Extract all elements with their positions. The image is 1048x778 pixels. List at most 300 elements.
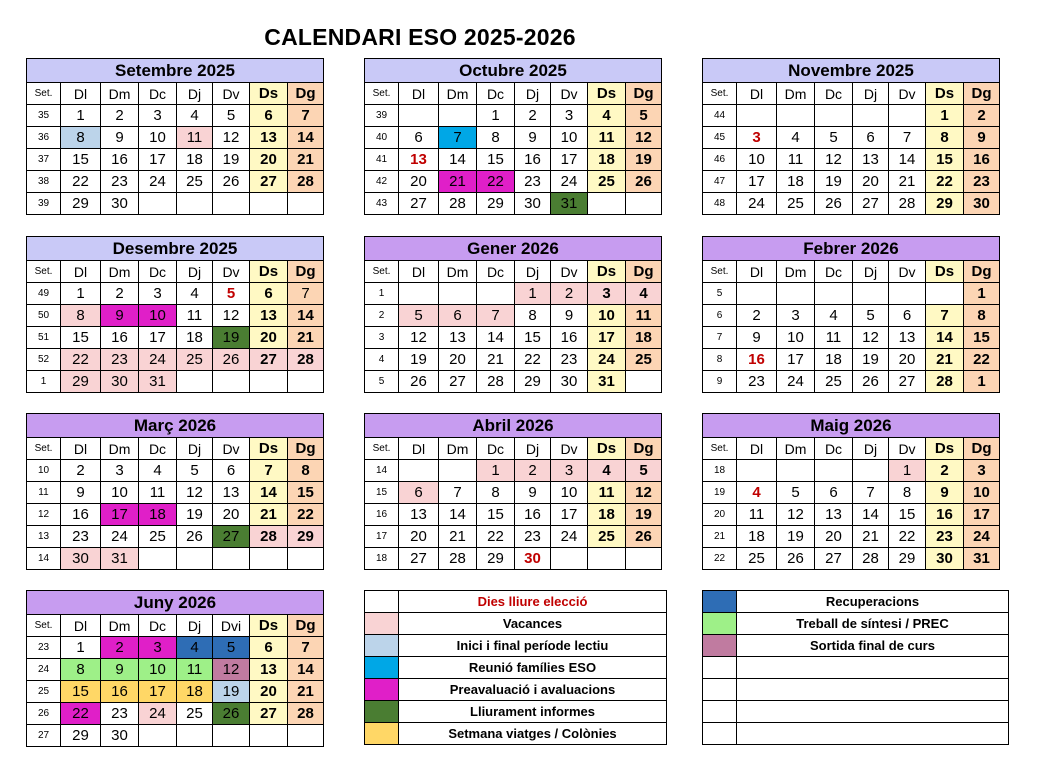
- day-cell: 10: [139, 659, 177, 681]
- day-cell: 16: [101, 327, 139, 349]
- week-number: 45: [703, 127, 737, 149]
- day-cell: 16: [737, 349, 777, 371]
- week-row: [27, 703, 324, 725]
- day-cell: 27: [439, 371, 477, 393]
- weekday-header: Dm: [777, 438, 815, 460]
- week-row: [365, 327, 662, 349]
- weekday-header: Dv: [213, 261, 250, 283]
- day-cell: 24: [737, 193, 777, 215]
- weekday-header: Dj: [515, 438, 551, 460]
- day-cell: 4: [139, 460, 177, 482]
- week-row: [27, 681, 324, 703]
- legend-swatch: [365, 679, 399, 701]
- day-cell: 23: [515, 526, 551, 548]
- day-cell: 18: [588, 149, 626, 171]
- day-cell: 21: [288, 149, 324, 171]
- weekday-header: Dm: [439, 83, 477, 105]
- day-cell: 24: [588, 349, 626, 371]
- day-cell: 14: [439, 504, 477, 526]
- weekday-header: Dg: [288, 83, 324, 105]
- day-cell: 19: [626, 149, 662, 171]
- week-row: [365, 149, 662, 171]
- day-cell: 13: [889, 327, 926, 349]
- day-cell: 19: [777, 526, 815, 548]
- day-cell: 29: [926, 193, 964, 215]
- week-row: [703, 171, 1000, 193]
- day-cell: 8: [477, 127, 515, 149]
- weekday-header: Dg: [964, 438, 1000, 460]
- weekday-header: Set.: [27, 438, 61, 460]
- day-cell: 3: [777, 305, 815, 327]
- day-cell: 3: [737, 127, 777, 149]
- weekday-header: Dl: [61, 615, 101, 637]
- day-cell: 14: [853, 504, 889, 526]
- week-number: 37: [27, 149, 61, 171]
- legend-row: [365, 701, 667, 723]
- week-number: 15: [365, 482, 399, 504]
- week-row: [703, 127, 1000, 149]
- weekday-header: Dj: [177, 83, 213, 105]
- day-cell: 27: [250, 349, 288, 371]
- day-cell: [139, 548, 177, 570]
- day-cell: 11: [588, 127, 626, 149]
- week-row: [703, 327, 1000, 349]
- weekday-header: Ds: [588, 83, 626, 105]
- legend-label: [737, 723, 1009, 745]
- weekday-header: Dc: [139, 261, 177, 283]
- legend-swatch: [365, 701, 399, 723]
- month-title: Juny 2026: [27, 591, 324, 615]
- weekday-header: Dg: [626, 83, 662, 105]
- week-number: 40: [365, 127, 399, 149]
- day-cell: 12: [626, 482, 662, 504]
- day-cell: 4: [737, 482, 777, 504]
- weekday-header: Dg: [288, 261, 324, 283]
- day-cell: [626, 193, 662, 215]
- week-row: [703, 526, 1000, 548]
- week-row: [27, 127, 324, 149]
- legend-row: [365, 723, 667, 745]
- day-cell: [139, 193, 177, 215]
- day-cell: [626, 371, 662, 393]
- day-cell: 30: [101, 725, 139, 747]
- day-cell: [815, 283, 853, 305]
- day-cell: [815, 105, 853, 127]
- day-cell: 12: [177, 482, 213, 504]
- week-number: 6: [703, 305, 737, 327]
- month-title: Novembre 2025: [703, 59, 1000, 83]
- month-table: [26, 236, 324, 393]
- weekday-header: Set.: [365, 83, 399, 105]
- day-cell: 25: [626, 349, 662, 371]
- day-cell: [399, 283, 439, 305]
- day-cell: 25: [588, 171, 626, 193]
- week-row: [365, 349, 662, 371]
- month-title: Setembre 2025: [27, 59, 324, 83]
- week-number: 5: [703, 283, 737, 305]
- day-cell: [551, 548, 588, 570]
- day-cell: 5: [213, 105, 250, 127]
- weekday-header: Dj: [853, 261, 889, 283]
- week-row: [27, 504, 324, 526]
- week-number: 10: [27, 460, 61, 482]
- day-cell: 6: [213, 460, 250, 482]
- day-cell: 11: [177, 305, 213, 327]
- legend-row: [365, 657, 667, 679]
- week-row: [27, 482, 324, 504]
- day-cell: 13: [250, 659, 288, 681]
- legend-swatch: [365, 723, 399, 745]
- legend-row: [703, 635, 1009, 657]
- week-number: 2: [365, 305, 399, 327]
- day-cell: 3: [139, 105, 177, 127]
- day-cell: 21: [250, 504, 288, 526]
- day-cell: 15: [61, 681, 101, 703]
- week-number: 48: [703, 193, 737, 215]
- day-cell: 10: [139, 305, 177, 327]
- day-cell: 16: [926, 504, 964, 526]
- weekday-header: Ds: [926, 438, 964, 460]
- legend-row: [365, 591, 667, 613]
- week-number: 50: [27, 305, 61, 327]
- day-cell: 9: [515, 482, 551, 504]
- weekday-header: Dl: [399, 261, 439, 283]
- day-cell: 12: [213, 659, 250, 681]
- day-cell: 28: [853, 548, 889, 570]
- weekday-header: Dc: [477, 261, 515, 283]
- weekday-header: Dj: [515, 261, 551, 283]
- weekday-header: Dm: [101, 615, 139, 637]
- weekday-header: Dv: [889, 83, 926, 105]
- week-row: [365, 127, 662, 149]
- week-number: 26: [27, 703, 61, 725]
- week-number: 49: [27, 283, 61, 305]
- day-cell: 25: [777, 193, 815, 215]
- weekday-header: Dm: [777, 83, 815, 105]
- weekday-header: Dc: [815, 83, 853, 105]
- day-cell: 31: [588, 371, 626, 393]
- day-cell: 26: [213, 349, 250, 371]
- week-row: [27, 659, 324, 681]
- day-cell: 23: [551, 349, 588, 371]
- week-row: [365, 504, 662, 526]
- day-cell: 8: [477, 482, 515, 504]
- day-cell: 23: [964, 171, 1000, 193]
- day-cell: 22: [515, 349, 551, 371]
- legend-label: Preavaluació i avaluacions: [399, 679, 667, 701]
- day-cell: 27: [213, 526, 250, 548]
- day-cell: 3: [588, 283, 626, 305]
- day-cell: 3: [551, 460, 588, 482]
- day-cell: 26: [777, 548, 815, 570]
- day-cell: 15: [477, 504, 515, 526]
- day-cell: 11: [588, 482, 626, 504]
- legend-label: Lliurament informes: [399, 701, 667, 723]
- day-cell: [889, 105, 926, 127]
- day-cell: 16: [101, 681, 139, 703]
- day-cell: 14: [288, 127, 324, 149]
- weekday-header: Dj: [853, 83, 889, 105]
- day-cell: 14: [477, 327, 515, 349]
- day-cell: 28: [250, 526, 288, 548]
- month-table: [702, 413, 1000, 570]
- weekday-header: Dl: [61, 83, 101, 105]
- day-cell: 26: [626, 526, 662, 548]
- day-cell: 22: [889, 526, 926, 548]
- day-cell: [737, 460, 777, 482]
- day-cell: 5: [853, 305, 889, 327]
- month-table: [26, 590, 324, 747]
- week-number: 18: [365, 548, 399, 570]
- day-cell: 17: [139, 681, 177, 703]
- day-cell: 3: [139, 283, 177, 305]
- week-number: 21: [703, 526, 737, 548]
- week-number: 23: [27, 637, 61, 659]
- day-cell: 7: [250, 460, 288, 482]
- week-row: [365, 193, 662, 215]
- day-cell: 8: [61, 659, 101, 681]
- day-cell: 15: [964, 327, 1000, 349]
- legend-label: Dies lliure elecció: [399, 591, 667, 613]
- day-cell: 19: [213, 681, 250, 703]
- month-title: Gener 2026: [365, 237, 662, 261]
- weekday-header: Dc: [815, 438, 853, 460]
- day-cell: [853, 105, 889, 127]
- day-cell: 19: [213, 149, 250, 171]
- day-cell: 30: [964, 193, 1000, 215]
- day-cell: [777, 460, 815, 482]
- day-cell: 6: [250, 283, 288, 305]
- day-cell: 23: [101, 349, 139, 371]
- week-number: 43: [365, 193, 399, 215]
- day-cell: 23: [101, 171, 139, 193]
- week-row: [703, 149, 1000, 171]
- day-cell: 16: [551, 327, 588, 349]
- day-cell: 15: [61, 149, 101, 171]
- day-cell: 14: [288, 659, 324, 681]
- week-row: [703, 193, 1000, 215]
- day-cell: 13: [439, 327, 477, 349]
- day-cell: 5: [626, 105, 662, 127]
- legend-table: [702, 590, 1009, 745]
- legend-swatch: [703, 723, 737, 745]
- week-row: [365, 171, 662, 193]
- day-cell: 12: [213, 127, 250, 149]
- week-row: [365, 526, 662, 548]
- legend-row: [703, 613, 1009, 635]
- weekday-header: Dl: [399, 83, 439, 105]
- day-cell: 22: [477, 526, 515, 548]
- day-cell: 11: [139, 482, 177, 504]
- day-cell: 13: [250, 305, 288, 327]
- day-cell: 6: [250, 105, 288, 127]
- day-cell: 6: [439, 305, 477, 327]
- day-cell: [399, 105, 439, 127]
- day-cell: 28: [288, 349, 324, 371]
- day-cell: 9: [737, 327, 777, 349]
- weekday-header: Ds: [588, 438, 626, 460]
- weekday-header: Dv: [551, 261, 588, 283]
- day-cell: 17: [588, 327, 626, 349]
- week-number: 44: [703, 105, 737, 127]
- day-cell: 23: [926, 526, 964, 548]
- day-cell: 15: [515, 327, 551, 349]
- legend-row: [703, 723, 1009, 745]
- week-row: [703, 349, 1000, 371]
- day-cell: [250, 371, 288, 393]
- week-number: 14: [27, 548, 61, 570]
- day-cell: 5: [777, 482, 815, 504]
- day-cell: 21: [926, 349, 964, 371]
- day-cell: 14: [926, 327, 964, 349]
- day-cell: 26: [213, 703, 250, 725]
- day-cell: 18: [177, 681, 213, 703]
- week-row: [703, 283, 1000, 305]
- day-cell: 20: [399, 171, 439, 193]
- weekday-header: Dl: [61, 261, 101, 283]
- weekday-header: Set.: [703, 83, 737, 105]
- day-cell: 7: [288, 105, 324, 127]
- week-number: 51: [27, 327, 61, 349]
- month-table: [26, 58, 324, 215]
- day-cell: 28: [926, 371, 964, 393]
- day-cell: 29: [889, 548, 926, 570]
- day-cell: 3: [101, 460, 139, 482]
- day-cell: 25: [177, 703, 213, 725]
- weekday-header: Dc: [815, 261, 853, 283]
- day-cell: 10: [588, 305, 626, 327]
- day-cell: 14: [439, 149, 477, 171]
- day-cell: 12: [815, 149, 853, 171]
- week-row: [703, 482, 1000, 504]
- day-cell: 2: [515, 105, 551, 127]
- day-cell: 18: [815, 349, 853, 371]
- day-cell: 17: [777, 349, 815, 371]
- weekday-header: Dv: [551, 438, 588, 460]
- week-row: [703, 371, 1000, 393]
- day-cell: 24: [551, 526, 588, 548]
- day-cell: 18: [737, 526, 777, 548]
- week-number: 5: [365, 371, 399, 393]
- day-cell: 24: [139, 349, 177, 371]
- month-title: Abril 2026: [365, 414, 662, 438]
- legend-swatch: [703, 679, 737, 701]
- weekday-header: Ds: [250, 83, 288, 105]
- day-cell: 20: [853, 171, 889, 193]
- legend-row: [365, 679, 667, 701]
- weekday-header: Dvi: [213, 615, 250, 637]
- legend-label: Setmana viatges / Colònies: [399, 723, 667, 745]
- week-row: [27, 105, 324, 127]
- day-cell: 28: [288, 703, 324, 725]
- day-cell: 5: [626, 460, 662, 482]
- week-number: 17: [365, 526, 399, 548]
- weekday-header: Set.: [365, 261, 399, 283]
- day-cell: 22: [926, 171, 964, 193]
- day-cell: [288, 193, 324, 215]
- weekday-header: Set.: [27, 261, 61, 283]
- day-cell: 1: [964, 283, 1000, 305]
- day-cell: 20: [250, 327, 288, 349]
- legend-label: [737, 701, 1009, 723]
- week-row: [27, 548, 324, 570]
- day-cell: 22: [61, 171, 101, 193]
- week-row: [27, 349, 324, 371]
- day-cell: 1: [889, 460, 926, 482]
- week-row: [27, 371, 324, 393]
- day-cell: 1: [926, 105, 964, 127]
- legend-table: [364, 590, 667, 745]
- day-cell: 28: [889, 193, 926, 215]
- weekday-header: Dc: [477, 83, 515, 105]
- day-cell: [288, 725, 324, 747]
- day-cell: 1: [61, 105, 101, 127]
- day-cell: 17: [737, 171, 777, 193]
- day-cell: 5: [815, 127, 853, 149]
- day-cell: 4: [815, 305, 853, 327]
- day-cell: 25: [737, 548, 777, 570]
- weekday-header: Set.: [703, 438, 737, 460]
- day-cell: 15: [889, 504, 926, 526]
- week-number: 4: [365, 349, 399, 371]
- day-cell: [213, 725, 250, 747]
- month-title: Octubre 2025: [365, 59, 662, 83]
- day-cell: 26: [213, 171, 250, 193]
- weekday-header: Dj: [515, 83, 551, 105]
- day-cell: 7: [439, 482, 477, 504]
- day-cell: 18: [177, 149, 213, 171]
- day-cell: 13: [250, 127, 288, 149]
- legend-swatch: [703, 701, 737, 723]
- day-cell: 13: [853, 149, 889, 171]
- day-cell: 8: [889, 482, 926, 504]
- day-cell: 22: [964, 349, 1000, 371]
- day-cell: 2: [101, 105, 139, 127]
- legend-swatch: [365, 613, 399, 635]
- weekday-header: Dm: [101, 83, 139, 105]
- day-cell: 4: [177, 105, 213, 127]
- legend-label: Reunió famílies ESO: [399, 657, 667, 679]
- week-row: [27, 637, 324, 659]
- day-cell: 27: [853, 193, 889, 215]
- week-row: [365, 482, 662, 504]
- day-cell: [737, 283, 777, 305]
- month-title: Desembre 2025: [27, 237, 324, 261]
- week-number: 35: [27, 105, 61, 127]
- weekday-header: Dl: [737, 438, 777, 460]
- day-cell: [177, 725, 213, 747]
- weekday-header: Dv: [213, 83, 250, 105]
- weekday-header: Dg: [288, 438, 324, 460]
- day-cell: 31: [139, 371, 177, 393]
- day-cell: [213, 193, 250, 215]
- day-cell: [439, 460, 477, 482]
- day-cell: 27: [399, 548, 439, 570]
- day-cell: 10: [139, 127, 177, 149]
- day-cell: 18: [626, 327, 662, 349]
- day-cell: 24: [101, 526, 139, 548]
- week-number: 52: [27, 349, 61, 371]
- day-cell: 24: [551, 171, 588, 193]
- month-title: Febrer 2026: [703, 237, 1000, 261]
- day-cell: 7: [889, 127, 926, 149]
- month-table: [702, 236, 1000, 393]
- day-cell: 4: [177, 637, 213, 659]
- day-cell: 26: [626, 171, 662, 193]
- weekday-header: Dc: [139, 615, 177, 637]
- weekday-header: Dv: [889, 438, 926, 460]
- day-cell: 15: [61, 327, 101, 349]
